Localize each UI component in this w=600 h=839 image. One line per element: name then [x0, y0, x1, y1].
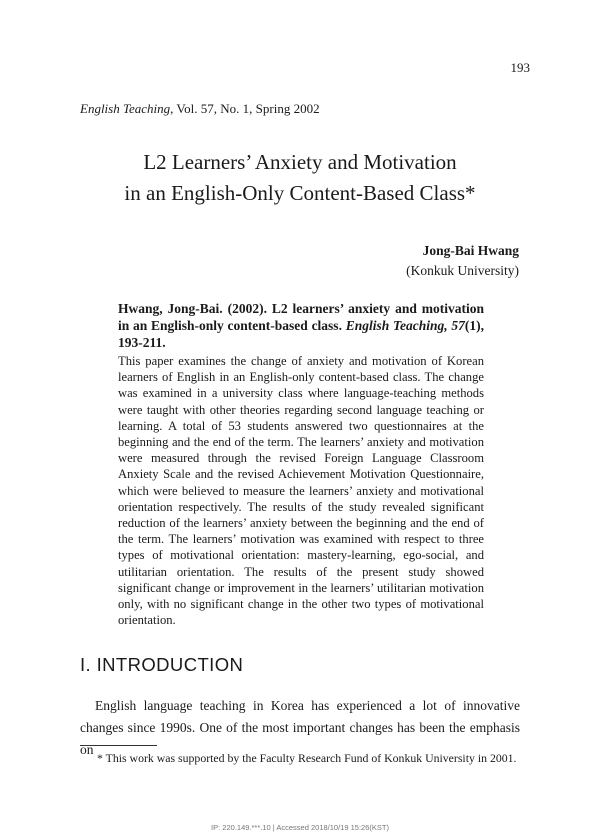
paper-title-line-2: in an English-Only Content-Based Class*	[124, 181, 476, 205]
intro-paragraph: English language teaching in Korea has experienced a lot of innovative changes since 1990s. One of the most important changes has been the emphasis on	[80, 698, 520, 757]
page-number: 193	[510, 60, 530, 75]
journal-issue: Vol. 57, No. 1, Spring 2002	[173, 101, 320, 116]
paper-title-line-1: L2 Learners’ Anxiety and Motivation	[143, 150, 457, 174]
download-info: IP: 220.149.***.10 | Accessed 2018/10/19 15:26(KST)	[211, 823, 389, 832]
author-affiliation: (Konkuk University)	[406, 263, 519, 278]
footnote-divider	[80, 745, 157, 746]
section-heading: I. INTRODUCTION	[80, 654, 244, 675]
citation-journal: English Teaching, 57	[345, 318, 465, 333]
paper-title	[0, 147, 600, 209]
journal-header	[80, 101, 320, 117]
abstract: This paper examines the change of anxiety and motivation of Korean learners of English in an English-only content-based class. The change was examined in a university class where language-teaching methods were taught with other theories regarding second language teaching or learning. A total of 53 students answered two questionnaires at the beginning and the end of the term. The learners’ anxiety and motivation were measured through the revised Foreign Language Classroom Anxiety Scale and the revised Achievement Motivation Questionnaire, which were believed to measure the learners’ anxiety and motivational orientation respectively. The results of the study revealed significant reduction of the learners’ anxiety between the beginning and the end of the term. The learners’ motivation was examined with respect to three types of motivational orientation: mastery-learning, ego-social, and utilitarian orientation. The results of the present study showed significant change or improvement in the learners’ utilitarian motivation only, with no significant change in the other two types of motivational orientation.	[118, 354, 484, 628]
author-name: Jong-Bai Hwang	[422, 243, 519, 258]
citation-issue-pages: (1), 193-211.	[118, 318, 484, 350]
footnote: * This work was supported by the Faculty Research Fund of Konkuk University in 2001.	[97, 751, 517, 765]
citation	[118, 300, 484, 351]
citation-text: Hwang, Jong-Bai. (2002). L2 learners’ anxiety and motivation in an English-only content-based class.	[118, 301, 484, 333]
journal-name: English Teaching,	[80, 101, 174, 116]
